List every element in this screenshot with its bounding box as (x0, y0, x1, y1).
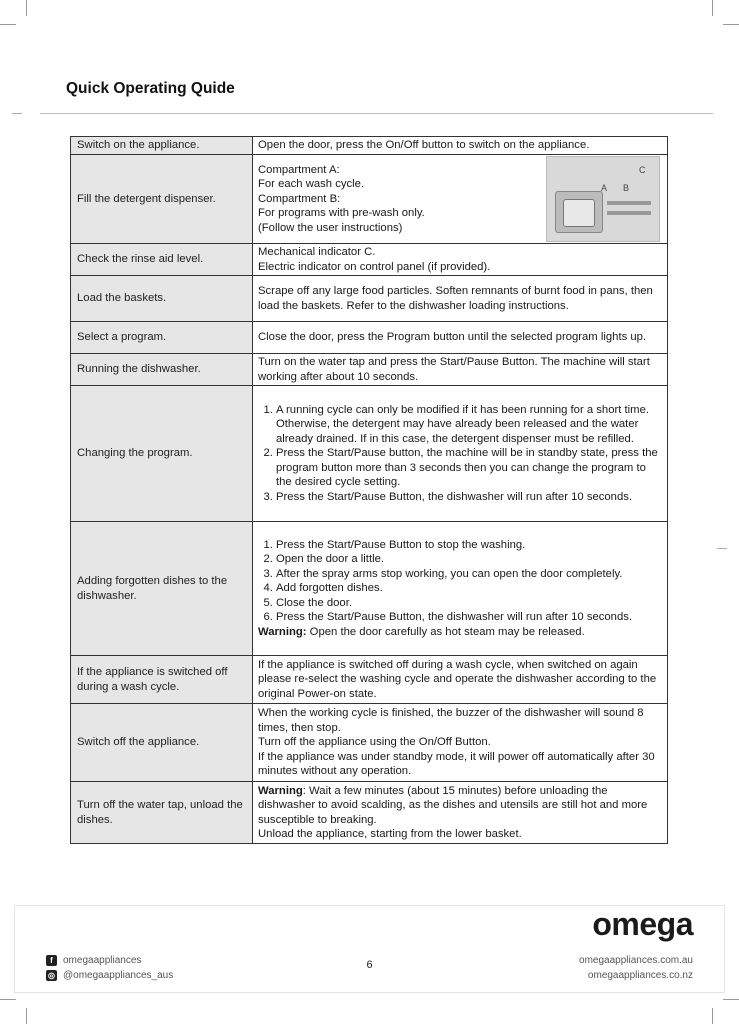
step-description (253, 704, 668, 782)
list-item: 2. Press the Start/Pause button, the machine will be in standby state, press the program button more than 3 seconds then you can change the program to the desired cycle setting. (276, 446, 662, 489)
text-line: For programs with pre-wash only. (258, 207, 425, 220)
list-item: 3. Press the Start/Pause Button, the dishwasher will run after 10 seconds. (276, 490, 662, 504)
table-row (71, 522, 668, 656)
table-row (71, 782, 668, 844)
step-description: Turn on the water tap and press the Start/Pause Button. The machine will start working after about 10 seconds. (253, 354, 668, 386)
crop-mark (0, 999, 16, 1000)
label-b: B (623, 183, 630, 193)
website-nz-link[interactable]: omegaappliances.co.nz (587, 970, 693, 981)
label-a: A (601, 183, 608, 193)
warning-note (258, 784, 662, 827)
text-line: Compartment A: (258, 163, 340, 176)
crop-mark (26, 1008, 27, 1024)
table-row (71, 322, 668, 354)
dispenser-rail (607, 201, 651, 205)
text-line: Electric indicator on control panel (if provided). (258, 260, 491, 273)
label-c: C (639, 165, 646, 175)
page-number: 6 (366, 959, 373, 971)
facebook-icon: f (46, 955, 57, 966)
warning-text: : Wait a few minutes (about 15 minutes) before unloading the dishwasher to avoid scalding, as the dishes and utensils are still hot and more susceptible to breaking. (258, 784, 648, 826)
crop-mark (712, 1008, 713, 1024)
table-row (71, 155, 668, 244)
facebook-handle: omegaappliances (63, 955, 142, 966)
dispenser-cup (563, 199, 595, 227)
omega-logo: omega (592, 906, 693, 942)
list-item: 6. Press the Start/Pause Button, the dishwasher will run after 10 seconds. (276, 610, 662, 624)
title-divider (40, 113, 713, 114)
step-label: Switch off the appliance. (71, 704, 253, 782)
text-line: Mechanical indicator C. (258, 246, 376, 259)
step-description (253, 782, 668, 844)
detergent-dispenser-image (546, 156, 660, 242)
table-row (71, 386, 668, 522)
text-line: For each wash cycle. (258, 178, 365, 191)
step-label: If the appliance is switched off during a wash cycle. (71, 656, 253, 704)
list-item: 2. Open the door a little. (276, 552, 662, 566)
warning-text: Open the door carefully as hot steam may be released. (306, 625, 585, 638)
dispenser-rail (607, 211, 651, 215)
step-label: Fill the detergent dispenser. (71, 155, 253, 244)
operating-guide-table (70, 136, 668, 844)
instagram-icon: ◎ (46, 970, 57, 981)
step-label: Adding forgotten dishes to the dishwasher. (71, 522, 253, 656)
table-row (71, 704, 668, 782)
step-label: Check the rinse aid level. (71, 244, 253, 276)
table-row (71, 354, 668, 386)
step-label: Select a program. (71, 322, 253, 354)
text-line: If the appliance was under standby mode, it will power off automatically after 30 minutes without any operation. (258, 750, 655, 778)
crop-mark (723, 999, 739, 1000)
table-row (71, 244, 668, 276)
side-tick (717, 548, 727, 549)
step-description: Open the door, press the On/Off button to switch on the appliance. (253, 137, 668, 155)
text-line: When the working cycle is finished, the buzzer of the dishwasher will sound 8 times, then stop. (258, 707, 644, 734)
website-links (579, 953, 693, 983)
step-label: Switch on the appliance. (71, 137, 253, 155)
detergent-text (258, 163, 425, 235)
crop-mark (0, 24, 16, 25)
text-line: Unload the appliance, starting from the lower basket. (258, 827, 522, 840)
step-description (253, 522, 668, 656)
warning-note (258, 625, 662, 639)
text-line: Turn off the appliance using the On/Off Button. (258, 736, 491, 749)
step-description: Close the door, press the Program button until the selected program lights up. (253, 322, 668, 354)
instagram-handle: @omegaappliances_aus (63, 970, 174, 981)
side-tick (12, 113, 22, 114)
website-au-link[interactable]: omegaappliances.com.au (579, 955, 693, 966)
list-item: 3. After the spray arms stop working, you can open the door completely. (276, 567, 662, 581)
warning-label: Warning: (258, 625, 307, 638)
crop-mark (723, 24, 739, 25)
list-item: 1. A running cycle can only be modified if it has been running for a short time. Otherwise, the detergent may have already been released and the water already drained. If in this case, the detergent dispenser must be refilled. (276, 403, 662, 446)
step-label: Turn off the water tap, unload the dishes. (71, 782, 253, 844)
table-row (71, 276, 668, 322)
warning-label: Warning (258, 784, 303, 797)
step-label: Running the dishwasher. (71, 354, 253, 386)
list-item: 1. Press the Start/Pause Button to stop the washing. (276, 538, 662, 552)
step-description (253, 244, 668, 276)
list-item: 4. Add forgotten dishes. (276, 581, 662, 595)
crop-mark (712, 0, 713, 16)
text-line: (Follow the user instructions) (258, 221, 403, 234)
table-row (71, 656, 668, 704)
page-title: Quick Operating Quide (66, 80, 235, 97)
crop-mark (26, 0, 27, 16)
step-description (253, 386, 668, 522)
step-label: Changing the program. (71, 386, 253, 522)
numbered-list (258, 538, 662, 624)
list-item: 5. Close the door. (276, 596, 662, 610)
step-description: If the appliance is switched off during a wash cycle, when switched on again please re-select the washing cycle and operate the dishwasher according to the original Power-on state. (253, 656, 668, 704)
step-description: Scrape off any large food particles. Soften remnants of burnt food in pans, then load the baskets. Refer to the dishwasher loading instructions. (253, 276, 668, 322)
table-row (71, 137, 668, 155)
step-description (253, 155, 668, 244)
numbered-list (258, 403, 662, 504)
text-line: Compartment B: (258, 192, 341, 205)
step-label: Load the baskets. (71, 276, 253, 322)
